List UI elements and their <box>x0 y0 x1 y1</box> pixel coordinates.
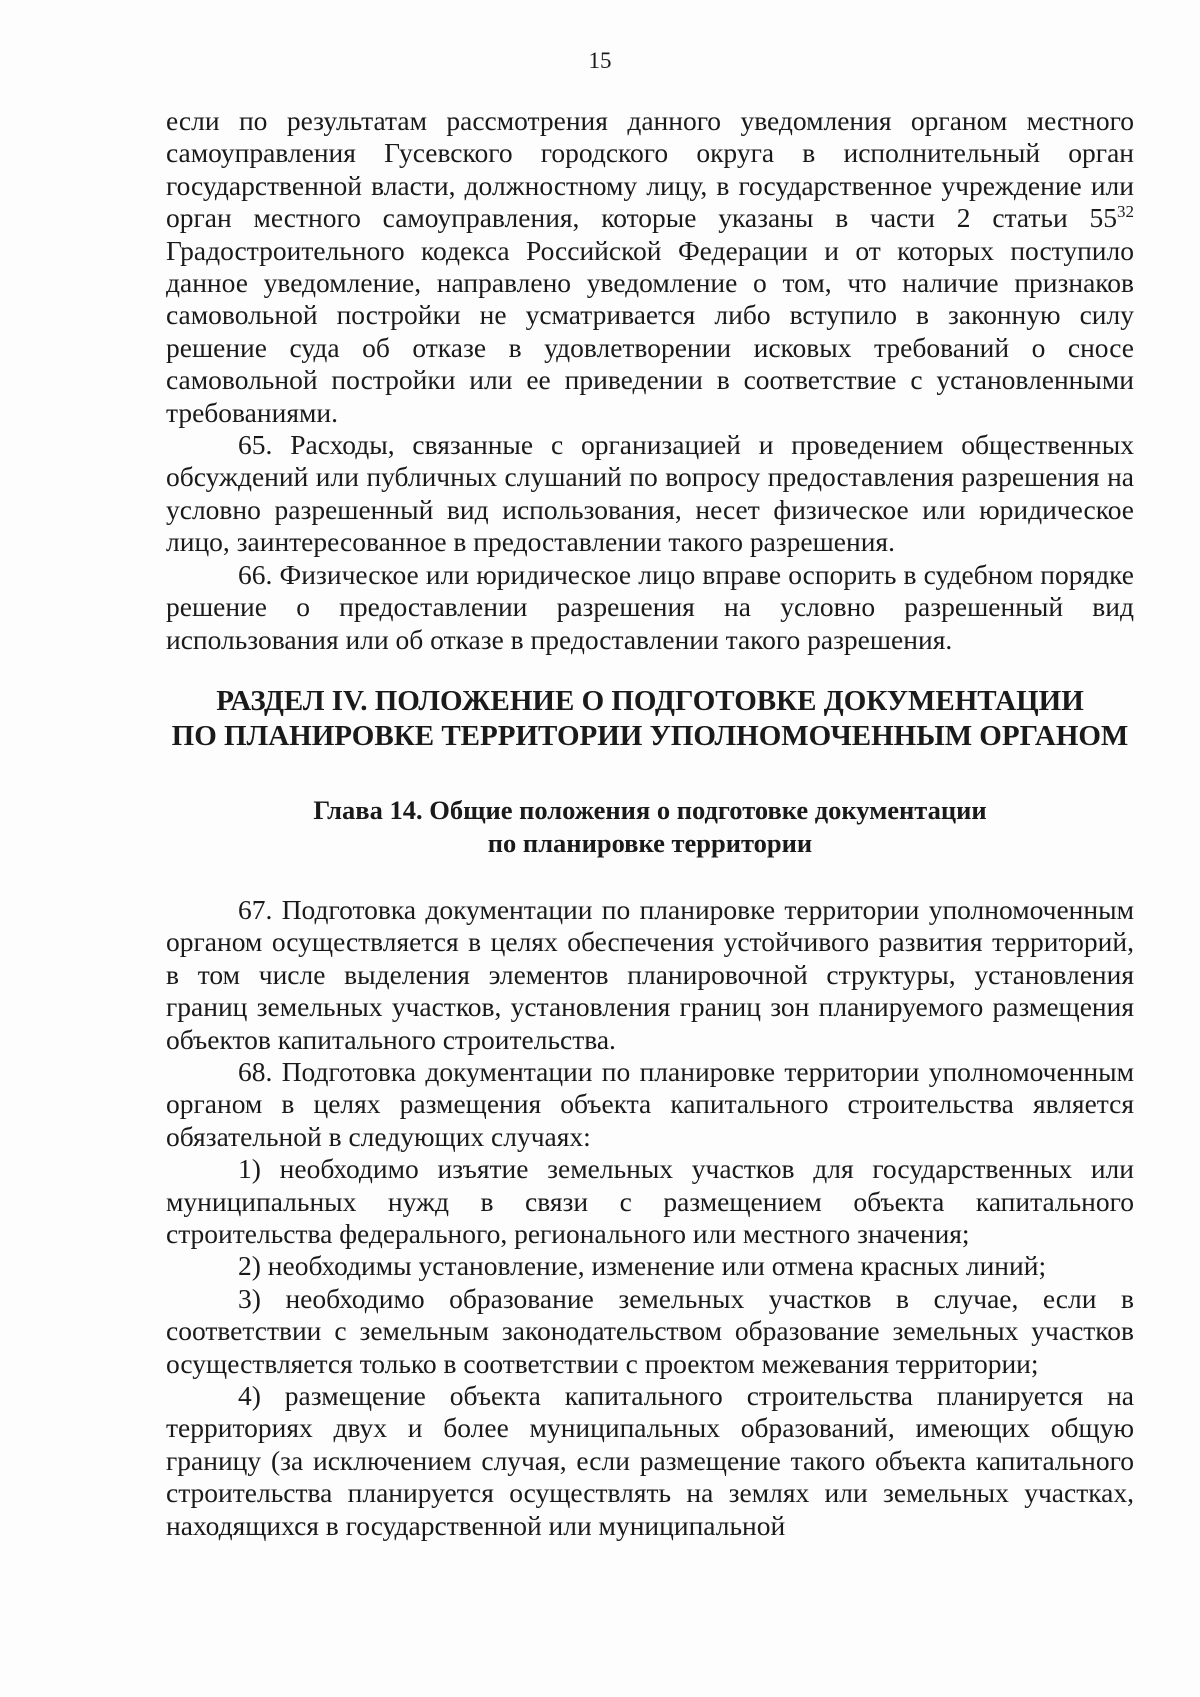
paragraph-66: 66. Физическое или юридическое лицо вправе оспорить в судебном порядке решение о предоставлении разрешения на условно разрешенный вид использования или об отказе в предоставлении такого разрешения. <box>166 558 1134 655</box>
chapter-title <box>166 794 1134 860</box>
list-item-2: 2) необходимы установление, изменение или отмена красных линий; <box>238 1250 1047 1282</box>
section-title <box>166 684 1134 754</box>
section-title-line-1: РАЗДЕЛ IV. ПОЛОЖЕНИЕ О ПОДГОТОВКЕ ДОКУМЕНТАЦИИ <box>216 684 1084 717</box>
document-body <box>166 105 1134 1542</box>
paragraph-68: 68. Подготовка документации по планировке территории уполномоченным органом в целях размещения объекта капитального строительства является обязательной в следующих случаях: <box>166 1055 1134 1152</box>
paragraph-intro-rest: Градостроительного кодекса Российской Федерации и от которых поступило данное уведомление, направлено уведомление о том, что наличие признаков самовольной постройки не усматривается либо вступило в законную силу решение суда об отказе в удовлетворении исковых требований о сносе самовольной постройки или ее приведении в соответствие с установленными требованиями. <box>166 234 1134 428</box>
paragraph-intro <box>166 105 1134 429</box>
paragraph-intro-text: если по результатам рассмотрения данного уведомления органом местного самоуправления Гусевского городского округа в исполнительный орган государственной власти, должностному лицу, в государственное учреждение или орган местного самоуправления, которые указаны в части 2 статьи 55 <box>166 105 1134 234</box>
list-item-1: 1) необходимо изъятие земельных участков для государственных или муниципальных нужд в связи с размещением объекта капитального строительства федерального, регионального или местного значения; <box>166 1153 1134 1249</box>
page-number: 15 <box>588 48 612 73</box>
list-item-4: 4) размещение объекта капитального строительства планируется на территориях двух и более муниципальных образований, имеющих общую границу (за исключением случая, если размещение такого объекта капитального строительства планируется осуществлять на землях или земельных участках, находящихся в государственной или муниципальной <box>166 1380 1134 1541</box>
paragraph-65: 65. Расходы, связанные с организацией и проведением общественных обсуждений или публичных слушаний по вопросу предоставления разрешения на условно разрешенный вид использования, несет физическое или юридическое лицо, заинтересованное в предоставлении такого разрешения. <box>166 429 1134 558</box>
chapter-title-line-1: Глава 14. Общие положения о подготовке документации <box>313 794 987 825</box>
article-superscript: 32 <box>1117 202 1134 222</box>
section-title-line-2: ПО ПЛАНИРОВКЕ ТЕРРИТОРИИ УПОЛНОМОЧЕННЫМ ОРГАНОМ <box>171 719 1129 752</box>
chapter-title-line-2: по планировке территории <box>487 827 813 858</box>
list-item-3: 3) необходимо образование земельных участков в случае, если в соответствии с земельным законодательством образование земельных участков осуществляется только в соответствии с проектом межевания территории; <box>166 1282 1134 1379</box>
paragraph-67: 67. Подготовка документации по планировке территории уполномоченным органом осуществляется в целях обеспечения устойчивого развития территорий, в том числе выделения элементов планировочной структуры, установления границ земельных участков, установления границ зон планируемого размещения объектов капитального строительства. <box>166 893 1134 1055</box>
